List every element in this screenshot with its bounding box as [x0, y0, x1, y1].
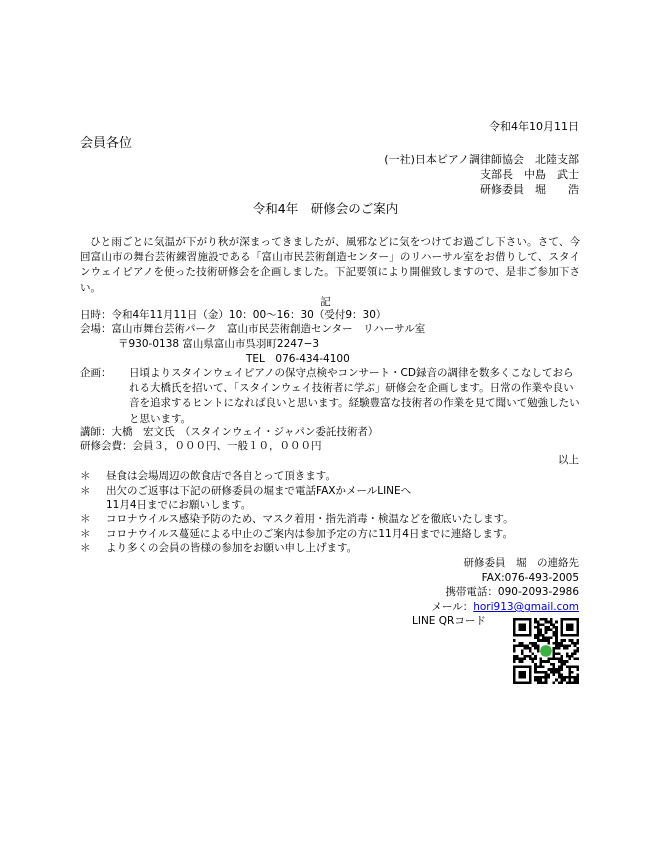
- ijo-closing: 以上: [558, 454, 579, 466]
- asterisk-mark: ＊: [80, 542, 91, 554]
- mail-link[interactable]: hori913@gmail.com: [473, 601, 579, 613]
- note-item: [80, 484, 411, 499]
- contact-title: 研修委員 堀 の連絡先: [463, 557, 579, 569]
- line-qr-label: LINE QRコード: [412, 615, 486, 627]
- event-datetime: 日時：令和4年11月11日（金）10：00～16：30（受付9：30）: [80, 309, 387, 321]
- note-item-continuation: 11月4日までにお願いします。: [106, 499, 252, 511]
- committee-member: 研修委員 堀 浩: [480, 183, 579, 196]
- recipients: 会員各位: [80, 136, 133, 151]
- contact-mobile: 携帯電話：090-2093-2986: [445, 586, 579, 598]
- mail-label: メール：: [431, 601, 474, 613]
- note-item: [80, 512, 514, 527]
- venue-address: 〒930-0138 富山県富山市呉羽町2247−3: [118, 338, 320, 350]
- venue-tel: TEL 076-434-4100: [246, 353, 350, 365]
- lecturer: 講師：大橋 宏文氏 （スタインウェイ・ジャパン委託技術者）: [80, 426, 379, 438]
- fee: 研修会費：会員３，０００円、一般１０，０００円: [80, 440, 322, 452]
- intro-paragraph: ひと雨ごとに気温が下がり秋が深まってきましたが、風邪などに気をつけてお過ごし下さい。さて、今回富山市の舞台芸術練習施設である「富山市民芸術創造センター」のリハーサル室をお借りして、スタインウェイピアノを使った技術研修会を企画しました。下記要領により開催致しますので、是非ご参加下さい。: [80, 236, 580, 294]
- contact-fax: FAX:076-493-2005: [481, 572, 579, 584]
- note-text: 昼食は会場周辺の飲食店で各自とって頂きます。: [106, 470, 336, 482]
- asterisk-mark: ＊: [80, 513, 91, 525]
- document-date: 令和4年10月11日: [489, 120, 579, 133]
- ki-heading: 記: [320, 296, 331, 308]
- organization: (一社)日本ピアノ調律師協会 北陸支部: [384, 153, 579, 166]
- note-text: より多くの会員の皆様の参加をお願い申し上げます。: [106, 542, 358, 554]
- event-venue: 会場：富山市舞台芸術パーク 富山市民芸術創造センター リハーサル室: [80, 323, 426, 335]
- note-text: コロナウイルス感染予防のため、マスク着用・指先消毒・検温などを徹底いたします。: [106, 513, 514, 525]
- contact-mail: [300, 600, 579, 615]
- note-text: コロナウイルス蔓延による中止のご案内は参加予定の方に11月4日までに連絡します。: [106, 528, 514, 540]
- plan-body: 日頃よりスタインウェイピアノの保守点検やコンサート・CD録音の調律を数多くこなしておられる大橋氏を招いて、「スタインウェイ技術者に学ぶ」研修会を企画します。日常の作業や良い音を追求するヒントになれば良いと思います。経験豊富な技術者の作業を見て聞いて勉強したいと思います。: [129, 367, 580, 425]
- line-qr-code-icon[interactable]: [513, 618, 579, 684]
- branch-head: 支部長 中島 武士: [480, 168, 579, 181]
- asterisk-mark: ＊: [80, 485, 91, 497]
- asterisk-mark: ＊: [80, 528, 91, 540]
- note-text: 出欠のご返事は下記の研修委員の堀まで電話FAXかメールLINEへ: [106, 485, 412, 497]
- asterisk-mark: ＊: [80, 470, 91, 482]
- note-item: [80, 469, 336, 484]
- document-title: 令和4年 研修会のご案内: [252, 201, 399, 216]
- plan-label: 企画：: [80, 367, 112, 379]
- note-item: [80, 541, 357, 556]
- note-item: [80, 527, 513, 542]
